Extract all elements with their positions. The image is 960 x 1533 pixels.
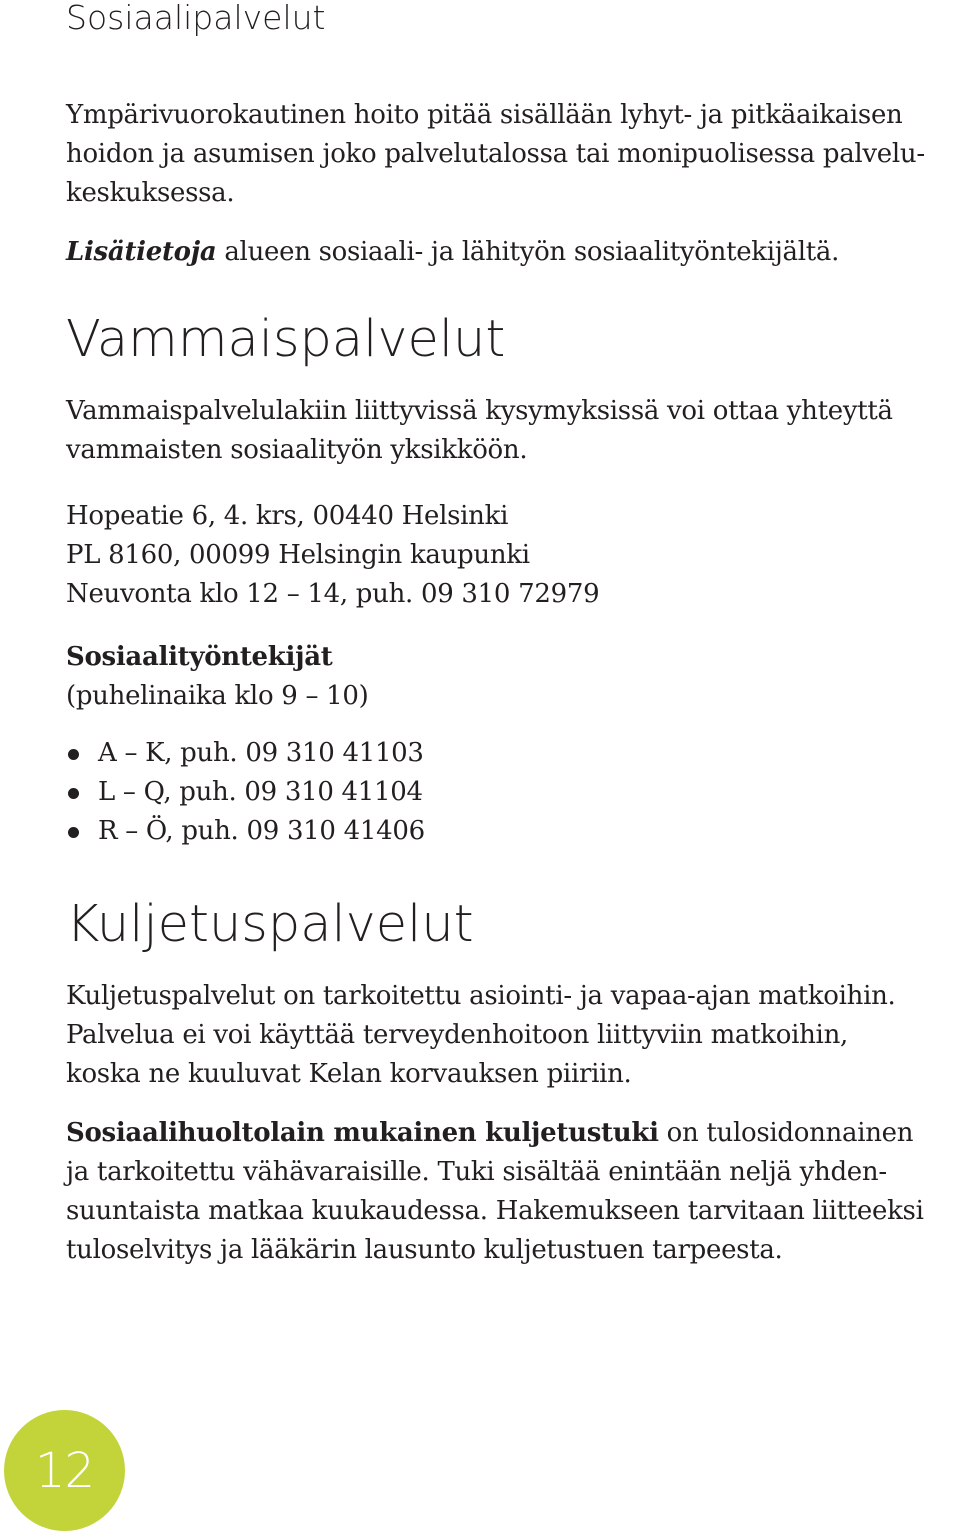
- list-item: [66, 773, 946, 812]
- paragraph-line: hoidon ja asumisen joko palvelutalossa tai monipuolisessa palvelu-: [66, 139, 925, 169]
- support-rest: on tulosidonnainen: [658, 1118, 914, 1148]
- contact-text: R – Ö, puh. 09 310 41406: [98, 816, 425, 846]
- section-heading-sosiaalipalvelut: Sosiaalipalvelut: [66, 0, 326, 37]
- section-heading-vammaispalvelut: Vammaispalvelut: [66, 310, 506, 369]
- bullet-icon: [68, 827, 79, 838]
- list-item: [66, 812, 946, 851]
- bullet-icon: [68, 788, 79, 799]
- paragraph-line: ja tarkoitettu vähävaraisille. Tuki sisältää enintään neljä yhden-: [66, 1157, 887, 1187]
- support-paragraph-line: [66, 1114, 946, 1153]
- address-line: PL 8160, 00099 Helsingin kaupunki: [66, 540, 530, 570]
- info-paragraph: [66, 233, 946, 272]
- contact-list: [66, 734, 946, 851]
- paragraph-line: Kuljetuspalvelut on tarkoitettu asiointi- ja vapaa-ajan matkoihin.: [66, 981, 896, 1011]
- contact-text: A – K, puh. 09 310 41103: [98, 738, 424, 768]
- paragraph-line: tuloselvitys ja lääkärin lausunto kuljetustuen tarpeesta.: [66, 1235, 783, 1265]
- page-content: [66, 0, 946, 1270]
- contact-text: L – Q, puh. 09 310 41104: [98, 777, 423, 807]
- paragraph-line: koska ne kuuluvat Kelan korvauksen piiriin.: [66, 1059, 632, 1089]
- phone-hours: (puhelinaika klo 9 – 10): [66, 681, 369, 711]
- list-item: [66, 734, 946, 773]
- bullet-icon: [68, 749, 79, 760]
- paragraph-line: vammaisten sosiaalityön yksikköön.: [66, 435, 528, 465]
- address-line: Hopeatie 6, 4. krs, 00440 Helsinki: [66, 501, 509, 531]
- paragraph-line: Vammaispalvelulakiin liittyvissä kysymyksissä voi ottaa yhteyttä: [66, 396, 893, 426]
- social-workers-title: Sosiaalityöntekijät: [66, 642, 333, 672]
- section-heading-kuljetuspalvelut: Kuljetuspalvelut: [66, 895, 474, 954]
- paragraph-line: keskuksessa.: [66, 178, 235, 208]
- support-lead: Sosiaalihuoltolain mukainen kuljetustuki: [66, 1118, 659, 1148]
- info-rest: alueen sosiaali- ja lähityön sosiaalityöntekijältä.: [216, 237, 840, 267]
- info-lead: Lisätietoja: [66, 237, 217, 267]
- paragraph-line: Palvelua ei voi käyttää terveydenhoitoon liittyviin matkoihin,: [66, 1020, 848, 1050]
- page-number-badge: [4, 1410, 125, 1531]
- paragraph-line: Ympärivuorokautinen hoito pitää sisällään lyhyt- ja pitkäaikaisen: [66, 100, 903, 130]
- paragraph-line: suuntaista matkaa kuukaudessa. Hakemukseen tarvitaan liitteeksi: [66, 1196, 924, 1226]
- page-number: 12: [34, 1442, 95, 1499]
- address-line: Neuvonta klo 12 – 14, puh. 09 310 72979: [66, 579, 600, 609]
